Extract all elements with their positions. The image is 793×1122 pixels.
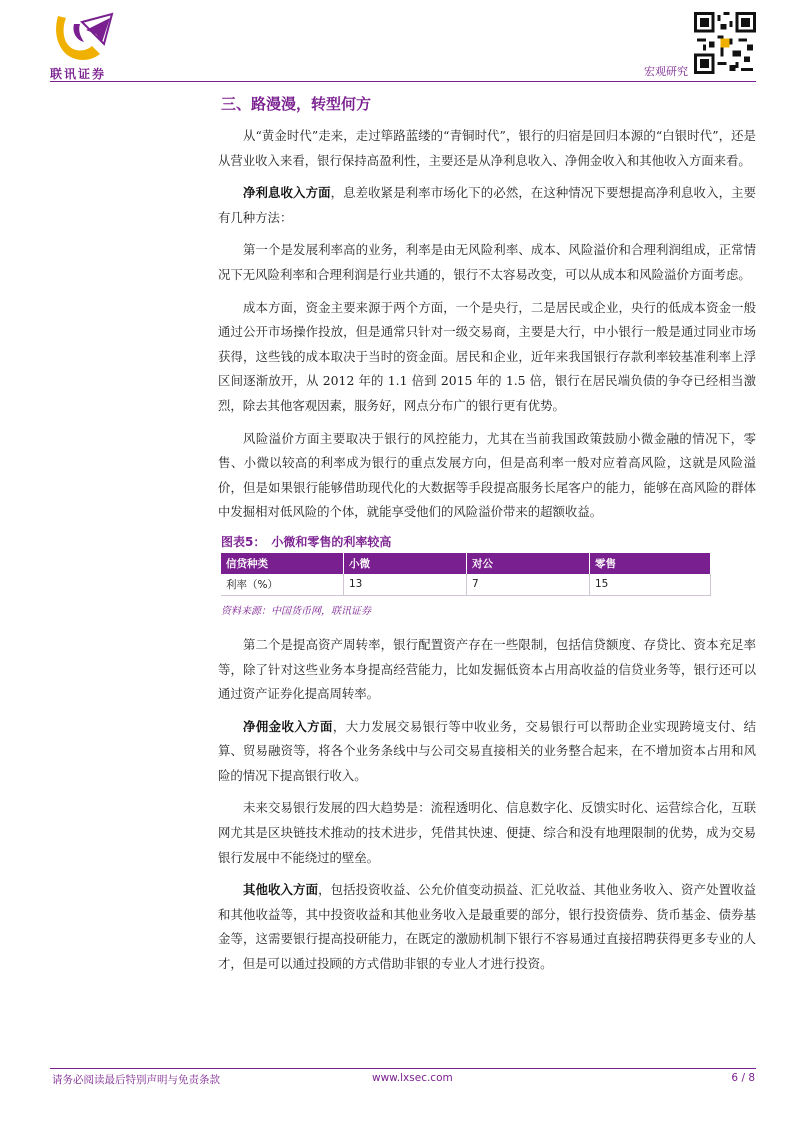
intro-paragraph: 从“黄金时代”走来，走过筚路蓝缕的“青铜时代”，银行的归宿是回归本源的“白银时代”，还是从营业收入来看，银行保持高盈利性，主要还是从净利息收入、净佣金收入和其他收入方面来看。 <box>218 128 756 168</box>
footer-divider <box>50 1068 756 1069</box>
interest-rate-table <box>221 553 711 596</box>
paragraph-1: 第一个是发展利率高的业务，利率是由无风险利率、成本、风险溢价和合理利润组成，正常情况下无风险利率和合理利润是行业共通的，银行不太容易改变，可以从成本和风险溢价方面考虑。 <box>218 242 756 282</box>
table-header-row <box>221 553 711 574</box>
figure-title <box>221 533 756 550</box>
nii-heading: 净利息收入方面 <box>243 185 331 201</box>
brand-logo <box>52 10 122 68</box>
fee-text: ，大力发展交易银行等中收业务，交易银行可以帮助企业实现跨境支付、结算、贸易融资等，将各个业务条线中与公司交易直接相关的业务整合起来，在不增加资本占用和风险的情况下提高银行收入。 <box>218 718 757 783</box>
fee-paragraph <box>218 715 756 789</box>
other-paragraph <box>218 878 756 976</box>
figure-caption: 小微和零售的利率较高 <box>271 534 392 549</box>
paragraph-5: 未来交易银行发展的四大趋势是：流程透明化、信息数字化、反馈实时化、运营综合化，互联网尤其是区块链技术推动的技术进步，凭借其快速、便捷、综合和没有地理限制的优势，成为交易银行发展中不能绕过的壁垒。 <box>218 800 756 865</box>
table-header-cell: 零售 <box>590 553 711 574</box>
other-heading: 其他收入方面 <box>243 882 319 898</box>
table-cell: 7 <box>467 574 590 596</box>
page-header <box>0 0 793 84</box>
header-divider <box>50 81 756 82</box>
footer-website: www.lxsec.com <box>372 1072 453 1084</box>
footer-disclaimer: 请务必阅读最后特别声明与免责条款 <box>52 1074 220 1086</box>
figure-label: 图表5： <box>221 534 266 549</box>
paragraph-4: 第二个是提高资产周转率，银行配置资产存在一些限制，包括信贷额度、存贷比、资本充足率等，除了针对这些业务本身提高经营能力，比如发掘低资本占用高收益的信贷业务等，银行还可以通过资产证券化提高周转率。 <box>218 636 756 702</box>
nii-text: ，息差收紧是利率市场化下的必然，在这种情况下要想提高净利息收入，主要有几种方法： <box>218 185 757 225</box>
section-title: 三、路漫漫，转型何方 <box>221 95 372 113</box>
figure-source: 资料来源：中国货币网，联讯证券 <box>221 605 371 617</box>
report-type: 宏观研究 <box>644 65 688 78</box>
other-text: ，包括投资收益、公允价值变动损益、汇兑收益、其他业务收入、资产处置收益和其他收益等，其中投资收益和其他业务收入是最重要的部分，银行投资债券、货币基金、债券基金等，这需要银行提高投研能力，在既定的激励机制下银行不容易通过直接招聘获得更多专业的人才，但是可以通过投顾的方式借助非银的专业人才进行投资。 <box>218 882 757 972</box>
table-header-cell: 对公 <box>467 553 590 574</box>
table-row <box>221 574 711 596</box>
table-header-cell: 信贷种类 <box>221 553 344 574</box>
paragraph-3: 风险溢价方面主要取决于银行的风控能力，尤其在当前我国政策鼓励小微金融的情况下，零售、小微以较高的利率成为银行的重点发展方向，但是高利率一般对应着高风险，这就是风险溢价，但是如果银行能够借助现代化的大数据等手段提高服务长尾客户的能力，能够在高风险的群体中发掘相对低风险的个体，就能享受他们的风险溢价带来的超额收益。 <box>218 430 756 520</box>
main-content <box>218 93 756 985</box>
page-number: 6 / 8 <box>731 1072 755 1084</box>
table-header-cell: 小微 <box>344 553 467 574</box>
fee-heading: 净佣金收入方面 <box>243 718 333 734</box>
paragraph-2: 成本方面，资金主要来源于两个方面，一个是央行，二是居民或企业，央行的低成本资金一般通过公开市场操作投放，但是通常只针对一级交易商，主要是大行，中小银行一般是通过同业市场获得，这些钱的成本取决于当时的资金面。居民和企业，近年来我国银行存款利率较基准利率上浮区间逐渐放开，从 2012 年的 1.1 倍到 2015 年的 1.5 倍，银行在居民端负债的争夺已经相当激烈，除去其他客观因素，服务好，网点分布广的银行更有优势。 <box>218 299 756 413</box>
qr-code <box>694 12 756 74</box>
table-cell: 15 <box>590 574 711 596</box>
brand-name: 联讯证券 <box>50 67 107 81</box>
table-cell: 利率（%） <box>221 574 344 596</box>
table-cell: 13 <box>344 574 467 596</box>
nii-paragraph <box>218 181 756 230</box>
